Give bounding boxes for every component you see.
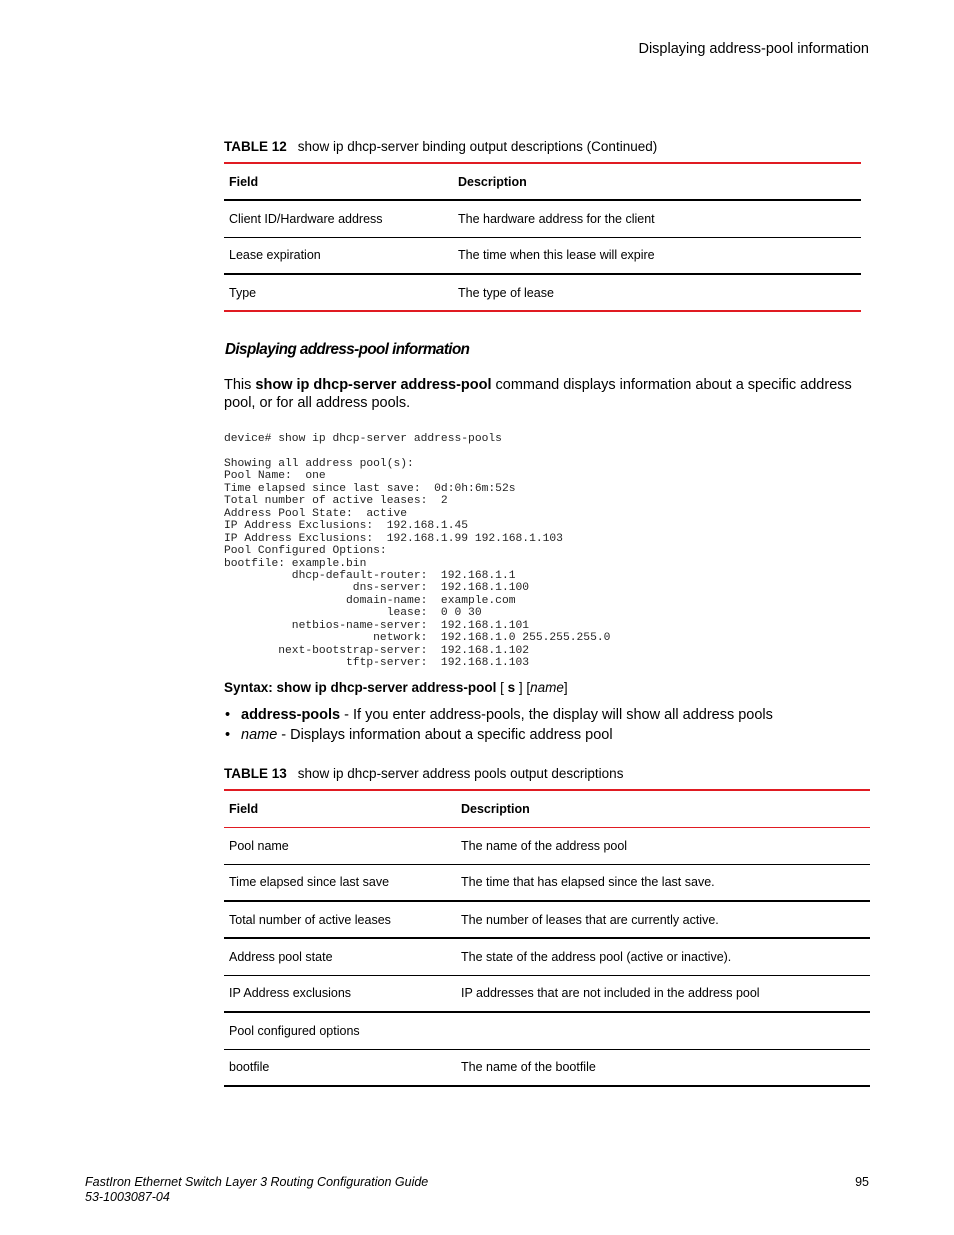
intro-text-pre: This (224, 377, 256, 393)
description-cell: The type of lease (453, 274, 861, 311)
syntax-line (224, 680, 568, 695)
column-header-description: Description (456, 790, 870, 827)
table-row (224, 274, 861, 311)
description-cell: The state of the address pool (active or inactive). (456, 938, 870, 975)
column-header-description: Description (453, 163, 861, 200)
table-12-number: TABLE 12 (224, 139, 287, 154)
table-12-title: show ip dhcp-server binding output descriptions (Continued) (297, 139, 658, 154)
param-term: address-pools (241, 707, 341, 723)
description-cell: The name of the bootfile (456, 1049, 870, 1086)
description-cell (456, 1012, 870, 1049)
table-row (224, 938, 870, 975)
column-header-field: Field (224, 163, 453, 200)
column-header-field: Field (224, 790, 456, 827)
table-row (224, 901, 870, 938)
field-cell: Type (224, 274, 453, 311)
page-number: 95 (855, 1175, 869, 1189)
running-header: Displaying address-pool information (638, 41, 869, 57)
table-row (224, 1012, 870, 1049)
syntax-param-name: name (530, 680, 564, 695)
param-term: name (241, 727, 278, 743)
syntax-label: Syntax: show ip dhcp-server address-pool (224, 680, 497, 695)
table-row (224, 975, 870, 1012)
field-cell: Total number of active leases (224, 901, 456, 938)
syntax-bracket: ] (563, 680, 568, 695)
table-row (224, 827, 870, 864)
table-row (224, 864, 870, 901)
table-row (224, 1049, 870, 1086)
description-cell: The number of leases that are currently active. (456, 901, 870, 938)
section-heading: Displaying address-pool information (225, 341, 470, 358)
description-cell: The hardware address for the client (453, 200, 861, 237)
intro-command: show ip dhcp-server address-pool (255, 377, 492, 393)
bullet-icon: • (225, 707, 231, 723)
parameter-list (224, 706, 773, 746)
table-13-title: show ip dhcp-server address pools output descriptions (297, 766, 624, 781)
description-cell: The name of the address pool (456, 827, 870, 864)
table-row (224, 200, 861, 237)
syntax-bracket: [ (496, 680, 508, 695)
table-12-caption (224, 139, 657, 154)
intro-paragraph (224, 376, 874, 412)
bullet-icon: • (225, 727, 231, 743)
table-header-row (224, 163, 861, 200)
field-cell: Pool configured options (224, 1012, 456, 1049)
list-item (224, 726, 773, 746)
syntax-bracket: ] [ (515, 680, 531, 695)
cli-output-block: device# show ip dhcp-server address-pools Showing all address pool(s): Pool Name: one Time elapsed since last save: 0d:0h:6m:52s Total number of active leases: 2 Address Pool State: active IP Address Exclusions: 192.168.1.45 IP Address Exclusions: 192.168.1.99 192.168.1.103 Pool Configured Options: bootfile: example.bin dhcp-default-router: 192.168.1.1 dns-server: 192.168.1.100 domain-name: example.com lease: 0 0 30 netbios-name-server: 192.168.1.101 network: 192.168.1.0 255.255.255.0 next-bootstrap-server: 192.168.1.102 tftp-server: 192.168.1.103 (224, 433, 611, 670)
description-cell: IP addresses that are not included in the address pool (456, 975, 870, 1012)
intro-text-post: command displays information about a specific address pool, or for all address pools. (224, 377, 852, 411)
field-cell: Pool name (224, 827, 456, 864)
description-cell: The time that has elapsed since the last save. (456, 864, 870, 901)
footer-document-id: 53-1003087-04 (85, 1190, 170, 1204)
field-cell: Lease expiration (224, 237, 453, 274)
table-13-caption (224, 766, 623, 781)
description-cell: The time when this lease will expire (453, 237, 861, 274)
table-row (224, 237, 861, 274)
field-cell: bootfile (224, 1049, 456, 1086)
field-cell: Client ID/Hardware address (224, 200, 453, 237)
footer-document-title: FastIron Ethernet Switch Layer 3 Routing Configuration Guide (85, 1175, 429, 1189)
field-cell: IP Address exclusions (224, 975, 456, 1012)
field-cell: Address pool state (224, 938, 456, 975)
page-footer (85, 1175, 428, 1205)
syntax-param-s: s (507, 680, 516, 695)
param-desc: - Displays information about a specific address pool (277, 727, 613, 743)
table-13 (224, 789, 870, 1087)
list-item (224, 706, 773, 726)
field-cell: Time elapsed since last save (224, 864, 456, 901)
table-header-row (224, 790, 870, 827)
table-13-number: TABLE 13 (224, 766, 287, 781)
param-desc: - If you enter address-pools, the display will show all address pools (340, 707, 773, 723)
table-12 (224, 162, 861, 312)
